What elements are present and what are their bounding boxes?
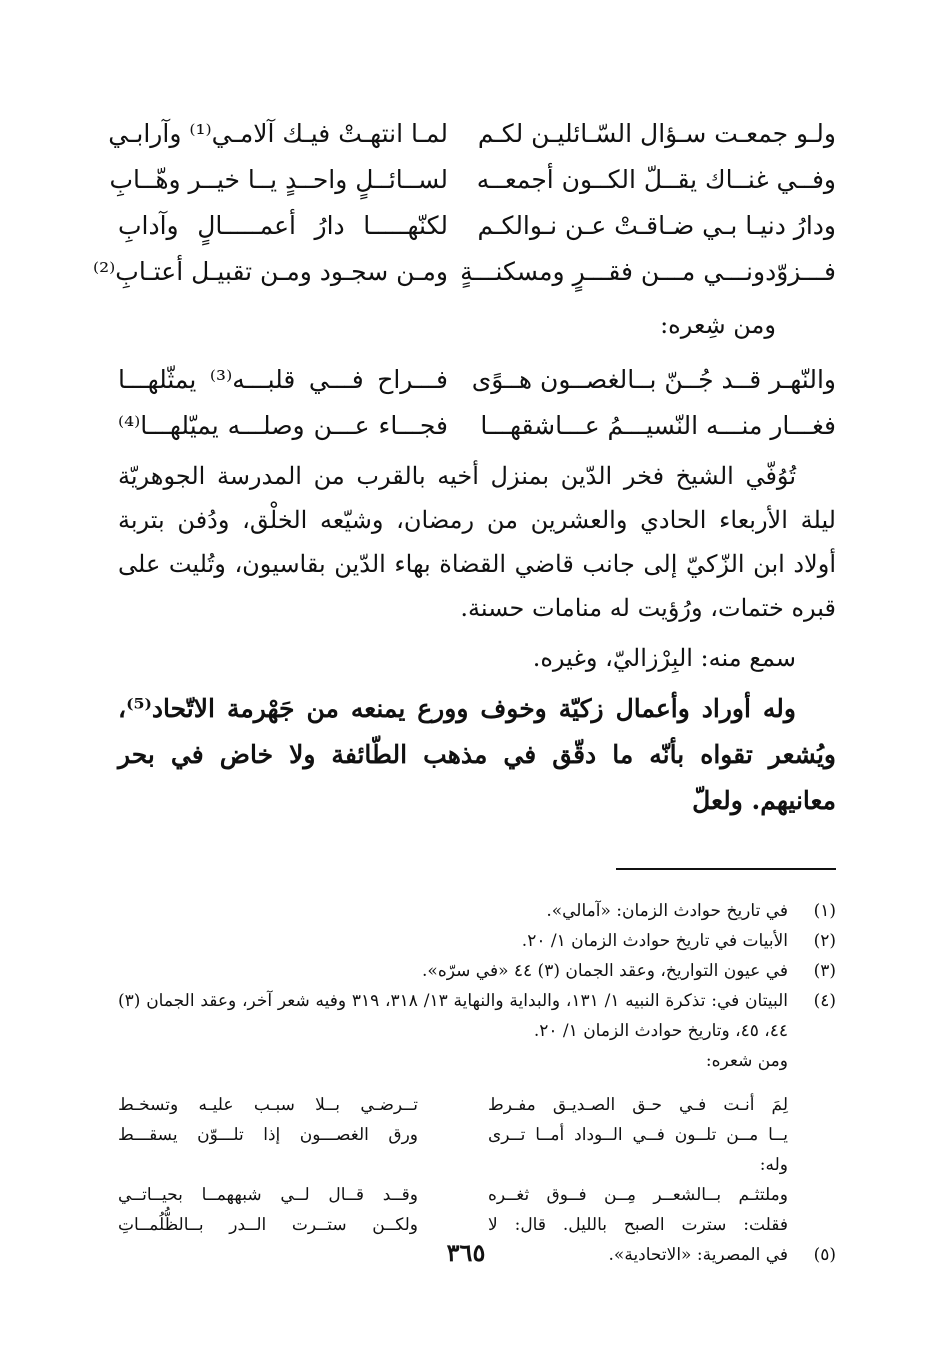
hemistich-left: لســائــلٍ واحــدٍ يــا خيــر وهّــابِ — [109, 164, 448, 194]
hemistich-right: والنّهـر قــد جُــنّ بــالغصــون هــوًى — [471, 364, 836, 394]
hemistich-left: لمـا انتهـتْ فيـك آلامـي⁽¹⁾ وآرابـي — [108, 118, 448, 148]
verse — [109, 156, 836, 202]
footnote-text: في عيون التواريخ، وعقد الجمان (٣) ٤٤ «في سرّه». — [422, 961, 788, 981]
hemistich-left: وقــد قــال لــي شبههمــا بحيــاتــي — [118, 1185, 418, 1205]
footnote-number: (٣) — [813, 961, 836, 981]
hemistich-left: ومـن سجـود ومـن تقبيـل أعتـابِ⁽²⁾ — [92, 256, 448, 286]
footnote-verse — [118, 1180, 836, 1210]
verse — [118, 202, 836, 248]
verse — [108, 110, 836, 156]
hemistich-right: وملتثـم بــالشعــر مِــن فــوق ثغــره — [488, 1185, 788, 1205]
footnote-text: في المصرية: «الاتحادية». — [608, 1245, 788, 1265]
footnote-number: (٤) — [813, 991, 836, 1011]
footnote-text: في تاريخ حوادث الزمان: «آمالي». — [546, 901, 788, 921]
hemistich-right: فقلت: سترت الصبح بالليل. قال: لا — [488, 1215, 788, 1235]
hemistich-left: لكنّهـــــا دارُ أعمـــــالٍ وآدابِ — [118, 210, 448, 240]
footnote — [118, 926, 836, 956]
hemistich-right: وفــي غنــاك يقــلّ الكــون أجمعــه — [476, 164, 836, 194]
footnote-text: البيتان في: تذكرة النبيه ١/ ١٣١، والبداية والنهاية ١٣/ ٣١٨، ٣١٩ وفيه شعر آخر، وعقد الجمان (٣) ٤٤، ٤٥، وتاريخ حوادث الزمان ١/ ٢٠. — [118, 991, 788, 1041]
verse — [118, 356, 836, 402]
verse — [92, 248, 836, 294]
footnote-rule — [616, 868, 836, 870]
paragraph-death: تُوُفّي الشيخ فخر الدّين بمنزل أخيه بالقرب من المدرسة الجوهريّة ليلة الأربعاء الحادي والعشرين من رمضان، وشيّعه الخلْق، ودُفن بتربة أولاد ابن الزّكيّ إلى جانب قاضي القضاة بهاء الدّين بقاسيون، وتُليت على قبره ختمات، ورُؤيت له منامات حسنة. — [118, 462, 836, 622]
footnotes — [118, 896, 836, 1270]
hemistich-left: تــرضـي بــلا سبـب عليـه وتسخـط — [118, 1095, 418, 1115]
hemistich-left: فجـــاء عـــن وصلـــه يميّلهـــا⁽⁴⁾ — [118, 410, 448, 440]
hemistich-left: فـــراح فـــي قلبـــه⁽³⁾ يمثّلهـــا — [118, 364, 448, 394]
spacer — [118, 1076, 836, 1090]
footnote-number: (٥) — [813, 1245, 836, 1265]
hemistich-right: ولـو جمعـت سـؤال السّـائليـن لكـم — [477, 118, 836, 148]
poem-1 — [92, 110, 836, 294]
hemistich-right: فغـــار منـــه النّسيـــمُ عـــاشقهـــا — [480, 410, 836, 440]
hemistich-right: يــا مــن تلــون فــي الــوداد أمــا تــرى — [488, 1125, 788, 1145]
footnote-number: (٢) — [813, 931, 836, 951]
footnote — [118, 986, 836, 1046]
page-number: ٣٦٥ — [446, 1238, 486, 1267]
footnote-verse — [118, 1210, 836, 1240]
footnote — [118, 956, 836, 986]
footnote-verse — [118, 1120, 836, 1150]
hemistich-right: ودارُ دنيـا بـي ضـاقـتْ عـن نـوالكـم — [477, 210, 836, 240]
footnote — [118, 896, 836, 926]
hemistich-left: ورق الغصـــون إذا تلـــوّن يسقـــط — [118, 1125, 418, 1145]
footnote-poem-intro: ومن شعره: — [705, 1051, 788, 1071]
footnote-poem-intro: وله: — [759, 1155, 788, 1175]
hemistich-right: لِمَ أنـت فـي حـق الصـديـق مفـرط — [488, 1095, 788, 1115]
paragraph-students: سمع منه: البِرْزاليّ، وغيره. — [532, 644, 796, 672]
footnote-number: (١) — [813, 901, 836, 921]
hemistich-left: ولكــن ستــرت الــدر بــالظُّلُمــاتِ — [118, 1215, 418, 1235]
poem-intro: ومن شِعره: — [660, 311, 776, 339]
verse — [118, 402, 836, 448]
hemistich-right: فـــزوّدونـــي مـــن فقـــرٍ ومسكنـــةٍ — [460, 256, 836, 286]
paragraph-character: وله أوراد وأعمال زكيّة وخوف وورع يمنعه من جَهْرمة الاتّحاد⁽⁵⁾، ويُشعر تقواه بأنّه ما دقّق في مذهب الطّائفة ولا خاض في بحر معانيهم. ولعلّ — [118, 694, 836, 815]
footnote-verse — [118, 1090, 836, 1120]
poem-2 — [118, 356, 836, 448]
footnote-text: الأبيات في تاريخ حوادث الزمان ١/ ٢٠. — [521, 931, 788, 951]
